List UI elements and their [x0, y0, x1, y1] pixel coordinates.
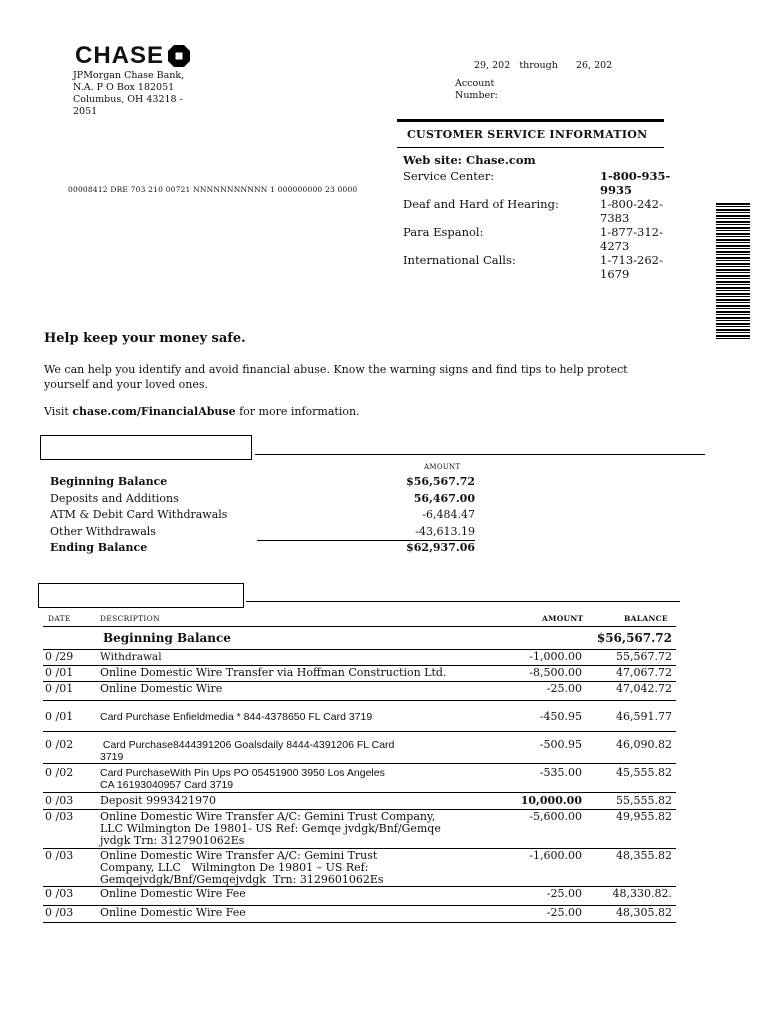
tx-description	[100, 683, 530, 695]
tx-description-line: Card Purchase8444391206 Goalsdaily 8444-4391206 FL Card	[100, 739, 395, 751]
bank-address-line: N.A. P O Box 182051	[73, 82, 175, 93]
summary-total-rule	[257, 540, 475, 541]
summary-row	[50, 541, 475, 558]
bank-address-line: JPMorgan Chase Bank,	[73, 70, 185, 81]
notice-body: We can help you identify and avoid financial abuse. Know the warning signs and find tips to help protect yourself and your loved ones.	[44, 363, 628, 391]
tx-date: 0 /02	[45, 766, 74, 779]
summary-value: -6,484.47	[422, 508, 475, 521]
tx-balance: 48,330.82.	[612, 887, 672, 900]
tx-description-line: jvdgk Trn: 3127901062Es	[100, 834, 245, 847]
summary-value: 56,467.00	[413, 491, 475, 505]
tx-description-line: Online Domestic Wire	[100, 682, 223, 695]
tx-balance: 48,355.82	[616, 849, 672, 862]
mail-code: 00008412 DRE 703 210 00721 NNNNNNNNNNN 1 000000000 23 0000	[68, 185, 358, 194]
cs-row	[403, 169, 688, 197]
tx-amount: -1,000.00	[529, 650, 582, 663]
tx-date: 0 /03	[45, 810, 74, 823]
tx-description-line: Deposit 9993421970	[100, 794, 217, 807]
tx-balance: 49,955.82	[616, 810, 672, 823]
cs-row	[403, 253, 688, 281]
summary-label: Other Withdrawals	[50, 524, 156, 538]
period-end: 26, 202	[575, 60, 613, 71]
tx-amount: -535.00	[539, 766, 582, 779]
summary-label: Deposits and Additions	[50, 491, 179, 505]
tx-date: 0 /03	[45, 794, 74, 807]
tx-description-line: Company, LLC Wilmington De 19801 – US Ref:	[100, 861, 369, 874]
tx-description-line: Online Domestic Wire Fee	[100, 906, 246, 919]
tx-balance: 55,555.82	[616, 794, 672, 807]
summary-row	[50, 475, 475, 492]
notice-title: Help keep your money safe.	[44, 331, 246, 346]
barcode	[716, 203, 750, 341]
tx-description-line: Online Domestic Wire Transfer via Hoffman Construction Ltd.	[100, 666, 447, 679]
tx-date: 0 /02	[45, 738, 74, 751]
bank-address	[73, 70, 188, 118]
tx-description-line: Online Domestic Wire Transfer A/C: Gemini Trust Company,	[100, 810, 436, 823]
tx-date: 0 /03	[45, 849, 74, 862]
cs-label: International Calls:	[403, 253, 516, 267]
tx-amount: -25.00	[546, 906, 582, 919]
tx-amount: -5,600.00	[529, 810, 582, 823]
tx-row-rule	[43, 731, 676, 732]
tx-description-line: Online Domestic Wire Transfer A/C: Gemini Trust	[100, 849, 378, 862]
tx-description	[100, 739, 530, 763]
summary-title-box	[40, 435, 252, 460]
tx-description	[100, 850, 530, 886]
col-description-header: DESCRIPTION	[100, 614, 160, 623]
logo-text: CHASE	[75, 42, 165, 69]
tx-date: 0 /03	[45, 887, 74, 900]
tx-description-line: Card PurchaseWith Pin Ups PO 05451900 3950 Los Angeles	[100, 767, 385, 779]
tx-description	[100, 888, 530, 900]
tx-description	[100, 667, 530, 679]
bank-address-line: 2051	[73, 106, 98, 117]
col-amount-header: AMOUNT	[542, 614, 584, 623]
tx-description	[100, 811, 530, 847]
visit-suffix: for more information.	[235, 405, 360, 418]
tx-date: 0 /01	[45, 666, 74, 679]
cs-label: Deaf and Hard of Hearing:	[403, 197, 559, 211]
account-label: Account	[455, 78, 495, 89]
tx-description	[100, 711, 530, 723]
cs-row	[403, 197, 688, 225]
cs-label: Service Center:	[403, 169, 495, 183]
summary-table	[50, 475, 475, 558]
cs-bottom-rule	[397, 147, 664, 148]
cs-phone[interactable]: 1-877-312-4273	[600, 225, 663, 253]
tx-description	[100, 795, 530, 807]
tx-row-rule	[43, 922, 676, 923]
tx-date: 0 /29	[45, 650, 74, 663]
cs-phone[interactable]: 1-800-935-9935	[600, 169, 671, 197]
transactions-title-box	[38, 583, 244, 608]
col-date-header: DATE	[48, 614, 71, 623]
cs-row	[403, 225, 688, 253]
tx-amount: -450.95	[539, 710, 582, 723]
tx-balance: 47,067.72	[616, 666, 672, 679]
tx-description-line: Gemqejvdgk/Bnf/Gemqejvdgk Trn: 3129601062Es	[100, 873, 384, 886]
bank-address-line: Columbus, OH 43218 -	[73, 94, 183, 105]
tx-amount: -8,500.00	[529, 666, 582, 679]
tx-description-line: Card Purchase Enfieldmedia * 844-4378650 FL Card 3719	[100, 711, 373, 723]
cs-website[interactable]: Web site: Chase.com	[403, 153, 536, 167]
tx-date: 0 /03	[45, 906, 74, 919]
tx-amount: -500.95	[539, 738, 582, 751]
statement-period	[474, 60, 612, 71]
tx-amount: -25.00	[546, 887, 582, 900]
notice-visit	[44, 405, 360, 418]
tx-amount: 10,000.00	[520, 794, 582, 807]
financial-abuse-link[interactable]: chase.com/FinancialAbuse	[72, 405, 236, 418]
tx-row-rule	[43, 763, 676, 764]
tx-description	[100, 907, 530, 919]
tx-description	[100, 767, 530, 791]
tx-balance: 48,305.82	[616, 906, 672, 919]
tx-balance: 45,555.82	[616, 766, 672, 779]
chase-logo	[75, 42, 190, 70]
tx-amount: -1,600.00	[529, 849, 582, 862]
tx-beginning-balance: $56,567.72	[596, 631, 672, 645]
summary-label: Ending Balance	[50, 541, 148, 554]
transactions-rule	[246, 601, 680, 602]
tx-description-line: Online Domestic Wire Fee	[100, 887, 246, 900]
cs-phone-list	[403, 169, 688, 281]
period-start: 29, 202	[474, 60, 511, 71]
tx-date: 0 /01	[45, 710, 74, 723]
visit-prefix: Visit	[44, 405, 73, 418]
tx-row-rule	[43, 649, 676, 650]
summary-rule	[255, 454, 705, 455]
tx-description	[100, 651, 530, 663]
col-balance-header: BALANCE	[624, 614, 668, 623]
tx-description-line: 3719	[100, 751, 124, 763]
summary-value: $56,567.72	[406, 475, 475, 488]
account-number-label	[455, 78, 498, 102]
number-label: Number:	[455, 90, 498, 101]
tx-date: 0 /01	[45, 682, 74, 695]
summary-row	[50, 525, 475, 542]
cs-phone[interactable]: 1-713-262-1679	[600, 253, 663, 281]
summary-row	[50, 508, 475, 525]
tx-balance: 46,591.77	[616, 710, 672, 723]
tx-amount: -25.00	[546, 682, 582, 695]
cs-phone[interactable]: 1-800-242-7383	[600, 197, 663, 225]
tx-balance: 55,567.72	[616, 650, 672, 663]
tx-row-rule	[43, 792, 676, 793]
summary-value: -43,613.19	[415, 524, 475, 538]
cs-title: CUSTOMER SERVICE INFORMATION	[407, 128, 648, 141]
tx-description-line: Withdrawal	[100, 651, 162, 663]
tx-balance: 46,090.82	[616, 738, 672, 751]
tx-beginning-label: Beginning Balance	[103, 631, 231, 645]
cs-top-rule	[397, 119, 664, 122]
summary-amount-header: AMOUNT	[424, 463, 461, 471]
tx-description-line: CA 16193040957 Card 3719	[100, 779, 234, 791]
summary-row	[50, 492, 475, 509]
table-header-rule	[43, 626, 676, 627]
summary-label: Beginning Balance	[50, 475, 168, 488]
summary-label: ATM & Debit Card Withdrawals	[50, 508, 228, 521]
tx-row-rule	[43, 700, 676, 701]
cs-label: Para Espanol:	[403, 225, 484, 239]
tx-balance: 47,042.72	[616, 682, 672, 695]
period-through: through	[519, 60, 558, 71]
tx-description-line: LLC Wilmington De 19801- US Ref: Gemqe jvdgk/Bnf/Gemqe	[100, 822, 441, 835]
summary-value: $62,937.06	[406, 541, 475, 554]
chase-octagon-icon	[168, 45, 190, 67]
